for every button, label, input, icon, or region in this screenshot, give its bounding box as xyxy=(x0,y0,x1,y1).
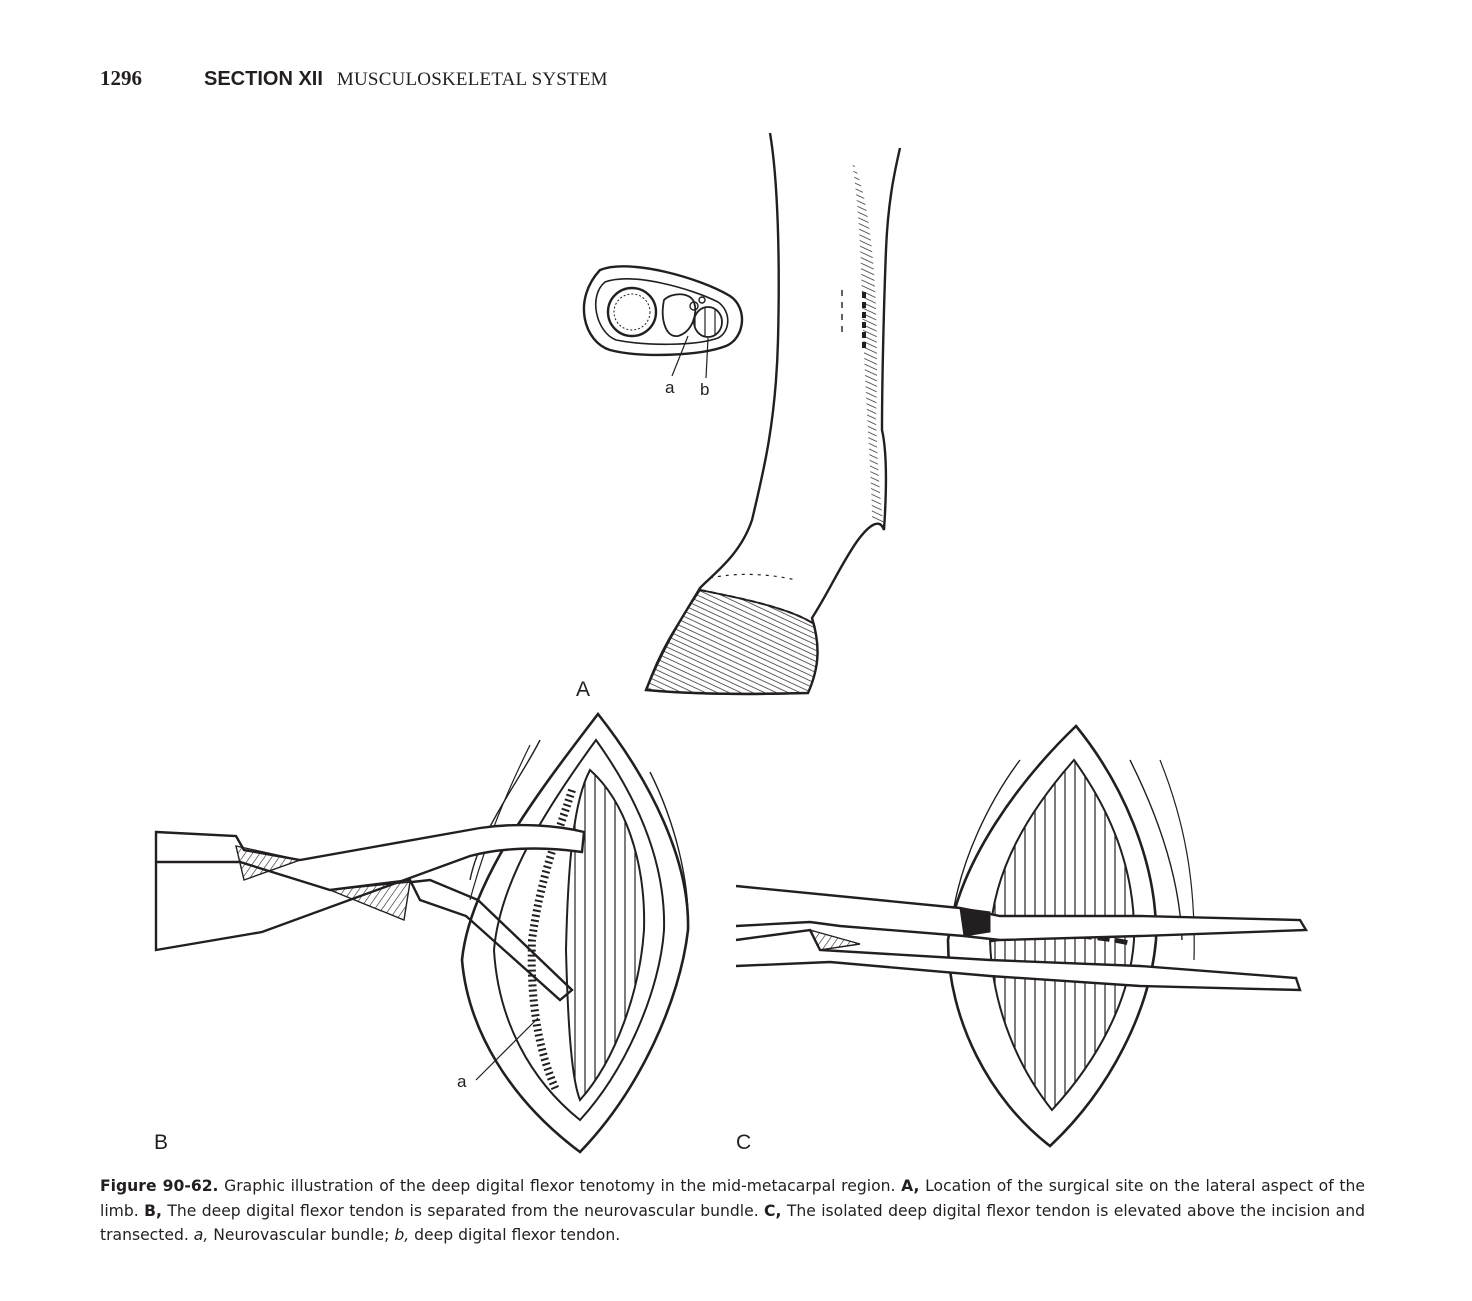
incision-panel-c xyxy=(736,726,1306,1146)
cross-section-label-a: a xyxy=(665,378,675,397)
page-number: 1296 xyxy=(100,66,142,90)
figure-caption xyxy=(100,1174,1365,1248)
caption-key-b: b, xyxy=(394,1226,410,1244)
section-label: SECTION XII xyxy=(204,68,323,90)
caption-c-text: The isolated deep digital flexor tendon is elevated above the incision and transected. xyxy=(100,1201,1365,1244)
limb-drawing xyxy=(646,133,900,694)
incision-panel-b xyxy=(156,714,688,1152)
caption-a-text: Location of the surgical site on the lateral aspect of the limb. xyxy=(100,1177,1365,1220)
caption-b-key: B, xyxy=(144,1201,162,1220)
caption-key-b-text: deep digital flexor tendon. xyxy=(409,1226,621,1244)
panel-b-label-a: a xyxy=(457,1072,467,1091)
caption-key-a: a, xyxy=(193,1226,209,1244)
cross-section-label-b: b xyxy=(700,380,710,399)
section-title: MUSCULOSKELETAL SYSTEM xyxy=(336,69,608,90)
panel-letter-b: B xyxy=(154,1131,169,1154)
panel-letter-a: A xyxy=(576,678,591,701)
panel-letter-c: C xyxy=(736,1131,752,1154)
cross-section-diagram xyxy=(584,266,742,378)
caption-a-key: A, xyxy=(901,1177,920,1195)
caption-figure-number: Figure 90-62. xyxy=(100,1177,219,1195)
caption-intro: Graphic illustration of the deep digital flexor tenotomy in the mid-metacarpal region. xyxy=(218,1177,902,1195)
caption-key-a-text: Neurovascular bundle; xyxy=(208,1226,395,1244)
caption-c-key: C, xyxy=(764,1201,782,1220)
caption-b-text: The deep digital flexor tendon is separated from the neurovascular bundle. xyxy=(161,1201,765,1220)
